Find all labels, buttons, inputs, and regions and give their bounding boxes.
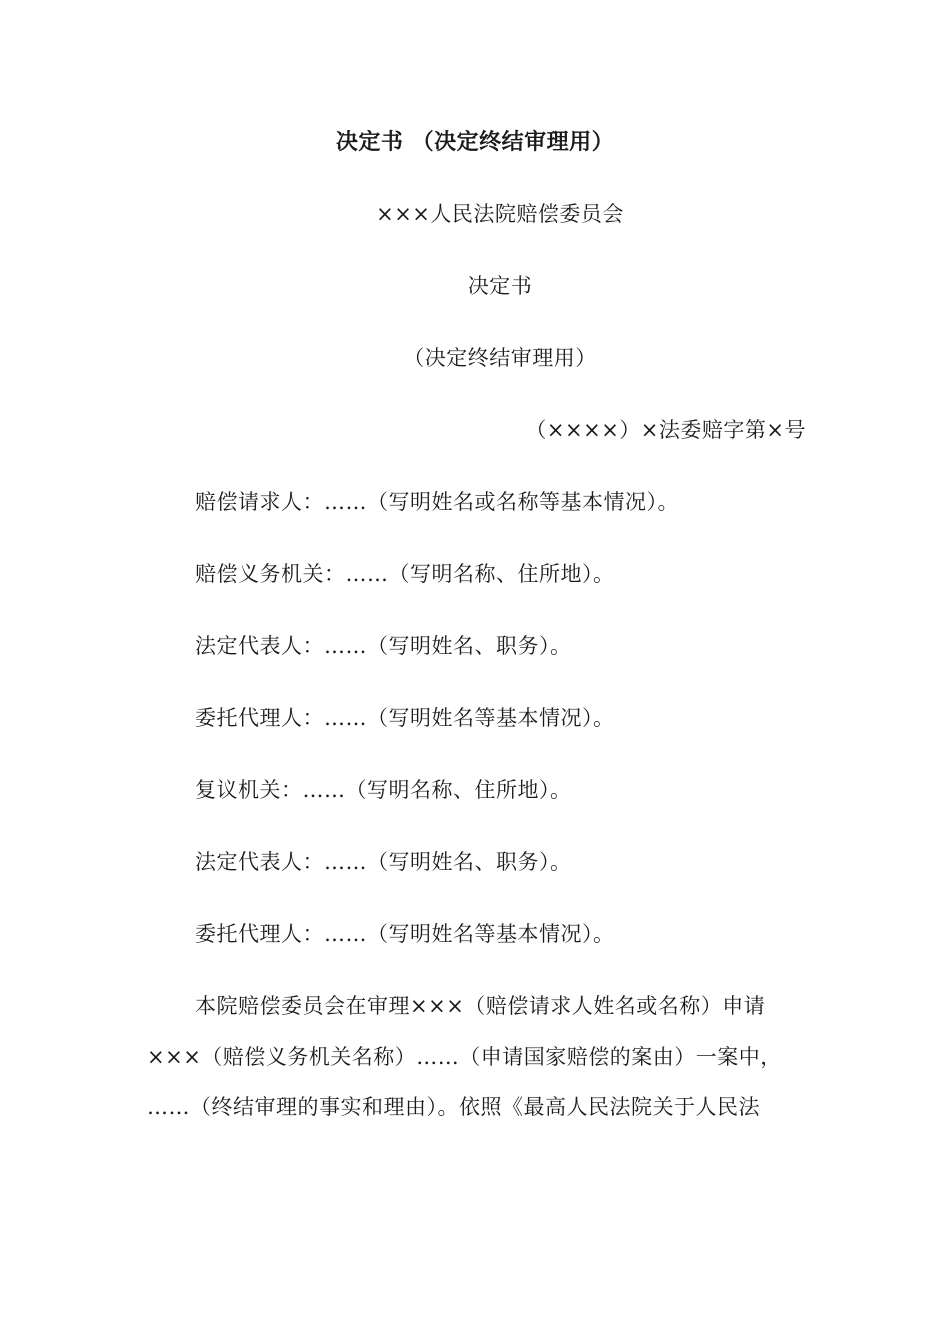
party-entrusted-agent: 委托代理人：……（写明姓名等基本情况）。 bbox=[195, 706, 615, 730]
case-number: （××××）×法委赔字第×号 bbox=[525, 418, 806, 442]
document-type: 决定书 bbox=[467, 274, 533, 298]
party-claimant: 赔偿请求人：……（写明姓名或名称等基本情况）。 bbox=[195, 490, 679, 514]
party-legal-representative: 法定代表人：……（写明姓名、职务）。 bbox=[195, 634, 572, 658]
party-obligor-agency: 赔偿义务机关：……（写明名称、住所地）。 bbox=[195, 562, 615, 586]
body-paragraph-line-3: ……（终结审理的事实和理由）。依照《最高人民法院关于人民法 bbox=[147, 1095, 760, 1119]
party-review-entrusted-agent: 委托代理人：……（写明姓名等基本情况）。 bbox=[195, 922, 615, 946]
body-paragraph-line-2: ×××（赔偿义务机关名称）……（申请国家赔偿的案由）一案中， bbox=[147, 1045, 782, 1069]
party-review-legal-representative: 法定代表人：……（写明姓名、职务）。 bbox=[195, 850, 572, 874]
document-subtype: （决定终结审理用） bbox=[403, 346, 597, 370]
court-name: ×××人民法院赔偿委员会 bbox=[376, 202, 624, 226]
party-review-agency: 复议机关：……（写明名称、住所地）。 bbox=[195, 778, 572, 802]
document-heading: 决定书 （决定终结审理用） bbox=[335, 129, 615, 155]
body-paragraph-line-1: 本院赔偿委员会在审理×××（赔偿请求人姓名或名称）申请 bbox=[195, 994, 766, 1018]
